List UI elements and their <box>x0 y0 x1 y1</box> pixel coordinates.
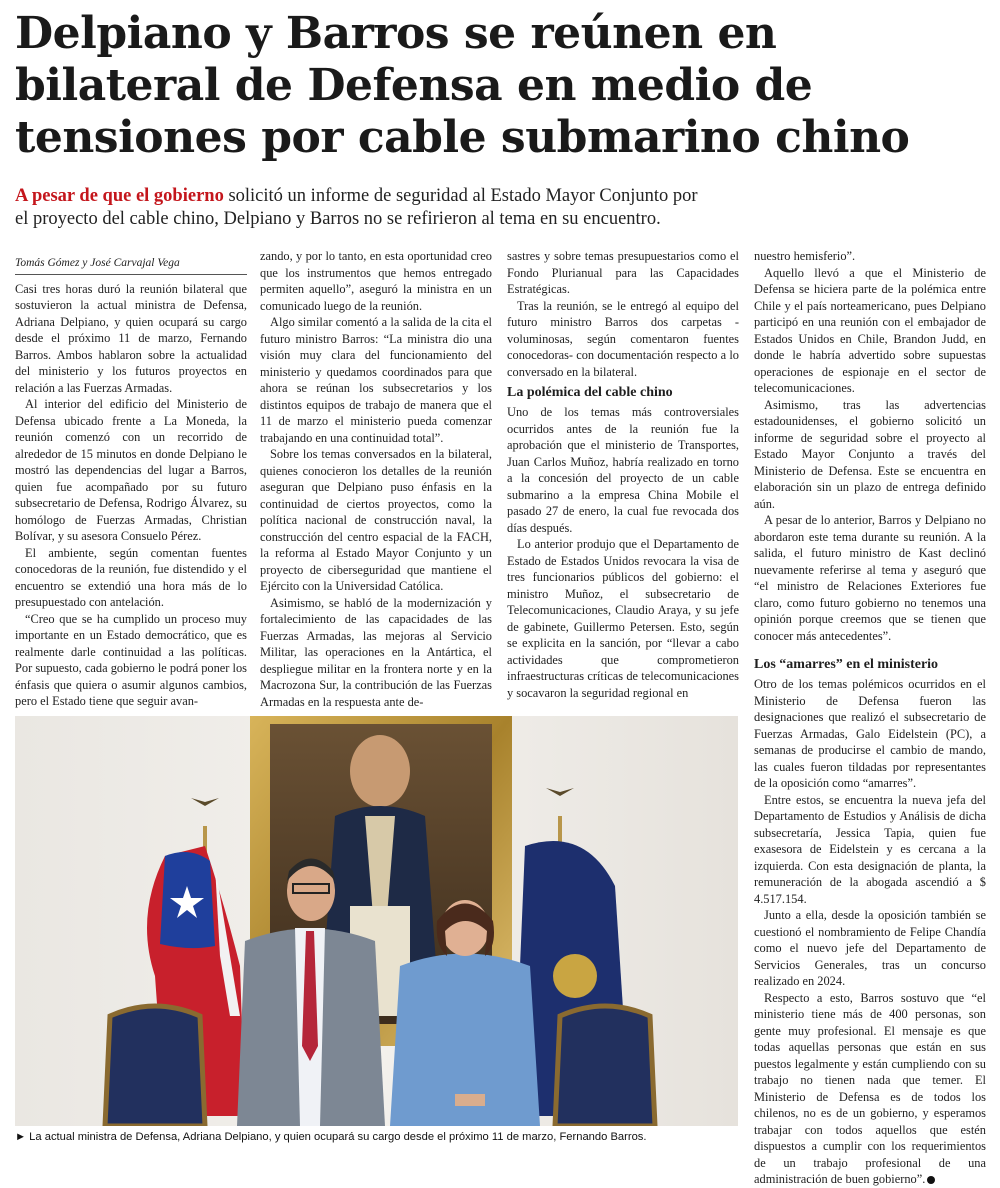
paragraph: Aquello llevó a que el Ministerio de Defensa se hiciera parte de la polémica entre Chile y el país norteamericano, pues Delpiano participó en una reunión con el embajador de Estados Unidos en Chile, Brandon Judd, en donde le habría advertido sobre supuestas operaciones de espionaje en el sector de telecomunicaciones. <box>754 265 986 395</box>
lead-line-2: el proyecto del cable chino, Delpiano y Barros no se refirieron al tema en su encuentro. <box>15 209 661 229</box>
column-2 <box>260 248 492 710</box>
subheading-cable-chino: La polémica del cable chino <box>507 385 673 400</box>
chair-left <box>105 1006 205 1126</box>
paragraph: Entre estos, se encuentra la nueva jefa del Departamento de Estudios y Análisis de dicha subsecretaría, Jessica Tapia, quien fue exasesora de Eidelstein y es cercana a la izquierda. Con esta designación de planta, la remuneración de la abogada ascendió a $ 4.517.154. <box>754 792 986 906</box>
chair-right <box>555 1006 655 1126</box>
column-4 <box>754 248 986 1188</box>
photo-illustration <box>15 716 738 1126</box>
headline-line-2: bilateral de Defensa en medio de <box>15 60 813 111</box>
paragraph: zando, y por lo tanto, en esta oportunidad creo que los instrumentos que hemos entregado permiten aquello”, aseguró la ministra en un comunicado luego de la reunión. <box>260 249 492 313</box>
lead-line-1: solicitó un informe de seguridad al Estado Mayor Conjunto por <box>223 186 698 206</box>
subheading-amarres: Los “amarres” en el ministerio <box>754 657 939 672</box>
column-1 <box>15 255 247 710</box>
paragraph: Tras la reunión, se le entregó al equipo del futuro ministro Barros dos carpetas -voluminosas, según comentaron fuentes conocedoras- con documentación respecto a lo conversado en la bilateral. <box>507 298 739 379</box>
paragraph: Uno de los temas más controversiales ocurridos antes de la reunión fue la aprobación que el ministerio de Transportes, Juan Carlos Muñoz, habría realizado en torno a la concesión del proyecto de un cable submarino a la empresa China Mobile el pasado 27 de enero, la cual fue revocada dos días después. <box>507 405 739 535</box>
paragraph: Casi tres horas duró la reunión bilateral que sostuvieron la actual ministra de Defensa, Adriana Delpiano, y quien ocupará su cargo desde el próximo 11 de marzo, Fernando Barros. Ambos hablaron sobre la actualidad del ministerio y los futuros proyectos en relación a las Fuerzas Armadas. <box>15 281 247 395</box>
paragraph-text: Respecto a esto, Barros sostuvo que “el ministerio tiene más de 400 personas, son gente muy profesional. El mensaje es que todas aquellas personas que están en sus puestos legalmente y están cumpliendo con su trabajo no tienen nada que temer. El Ministerio de Defensa es de todos los chilenos, no es de un gobierno, y esperamos trabajar con todos aquellos que estén dispuestos a cumplir con los requerimientos de un trabajo profesional de una administración de buen gobierno”. <box>754 990 986 1186</box>
headline-line-3: tensiones por cable submarino chino <box>15 112 910 163</box>
headline <box>15 8 990 164</box>
news-photo <box>15 716 738 1126</box>
paragraph: Al interior del edificio del Ministerio de Defensa ubicado frente a La Moneda, la reunión comenzó con un recorrido de alrededor de 15 minutos en donde Delpiano le mostró las dependencias del lugar a Barros, quien fue acompañado por su futuro subsecretario de Defensa, Rodrigo Álvarez, su homólogo de Fuerzas Armadas, Christian Bolívar, y su asesora Consuelo Pérez. <box>15 397 247 543</box>
column-3 <box>507 248 739 701</box>
paragraph: sastres y sobre temas presupuestarios como el Fondo Plurianual para las Capacidades Estratégicas. <box>507 249 739 296</box>
photo-caption: ► La actual ministra de Defensa, Adriana Delpiano, y quien ocupará su cargo desde el próximo 11 de marzo, Fernando Barros. <box>15 1131 647 1143</box>
paragraph: Junto a ella, desde la oposición también se cuestionó el nombramiento de Felipe Chandía como el nuevo jefe del Departamento de Servicios Generales, tras un concurso realizado en 2024. <box>754 908 986 988</box>
paragraph: Lo anterior produjo que el Departamento de Estado de Estados Unidos revocara la visa de tres funcionarios públicos del gobierno: el ministro Muñoz, el subsecretario de Telecomunicaciones, Claudio Araya, y su jefe de gabinete, Guillermo Petersen. Esto, según se explicita en la sanción, por “llevar a cabo actividades que comprometieron infraestructuras críticas de telecomunicaciones y socavaron la seguridad regional en <box>507 537 739 700</box>
lead-highlight: A pesar de que el gobierno <box>15 186 224 206</box>
paragraph: nuestro hemisferio”. <box>754 249 856 263</box>
paragraph: El ambiente, según comentan fuentes conocedoras de la reunión, fue distendido y el encuentro se extendió una hora más de lo presupuestado con antelación. <box>15 545 247 609</box>
headline-line-1: Delpiano y Barros se reúnen en <box>15 8 777 59</box>
end-of-article-icon <box>927 1176 935 1184</box>
paragraph <box>754 990 986 1188</box>
byline: Tomás Gómez y José Carvajal Vega <box>15 255 247 275</box>
lead-paragraph <box>15 185 735 231</box>
paragraph: Sobre los temas conversados en la bilateral, quienes conocieron los detalles de la reunión aseguran que Delpiano puso énfasis en la continuidad de ciertos proyectos, como la política nacional de construcción naval, la construcción del centro espacial de la FACH, la reforma al Estado Mayor Conjunto y un proyecto de ciberseguridad que mantiene el Ejército con la Universidad Católica. <box>260 447 492 593</box>
paragraph: Asimismo, se habló de la modernización y fortalecimiento de las capacidades de las Fuerzas Armadas, las mejoras al Servicio Militar, las operaciones en la Antártica, el despliegue militar en la frontera norte y en la Macrozona Sur, la contribución de las Fuerzas Armadas en la respuesta ante de- <box>260 595 492 709</box>
paragraph: A pesar de lo anterior, Barros y Delpiano no abordaron este tema durante su reunión. A la salida, el futuro ministro de Kast declinó nuevamente referirse al tema y aseguró que “el ministro de Relaciones Exteriores fue claro, como futuro gobierno no tenemos una opinión porque creemos que se tienen que conocer más antecedentes”. <box>754 513 986 643</box>
paragraph: Asimismo, tras las advertencias estadounidenses, el gobierno solicitó un informe de seguridad sobre el proyecto al Estado Mayor Conjunto a través del Ministerio de Defensa. Este se encuentra en elaboración sin un plazo de entrega definido aún. <box>754 397 986 511</box>
paragraph: “Creo que se ha cumplido un proceso muy importante en un Estado democrático, que es realmente darle continuidad a las políticas. Por supuesto, cada gobierno le podrá poner los énfasis que quiera o asumir algunos cambios, pero el Estado tiene que seguir avan- <box>15 611 247 708</box>
paragraph: Algo similar comentó a la salida de la cita el futuro ministro Barros: “La ministra dio una visión muy clara del funcionamiento del ministerio y quedamos coordinados para que ahora se reúnan los subsecretarios y los distintos equipos de trabajo de manera que el 11 de marzo el ministerio pueda comenzar trabajando en una continuidad total”. <box>260 315 492 445</box>
paragraph: Otro de los temas polémicos ocurridos en el Ministerio de Defensa fueron las designaciones que realizó el subsecretario de Fuerzas Armadas, Galo Eidelstein (PC), a semanas de producirse el cambio de mando, las cuales fueron tildadas por representantes de la oposición como “amarres”. <box>754 677 986 790</box>
